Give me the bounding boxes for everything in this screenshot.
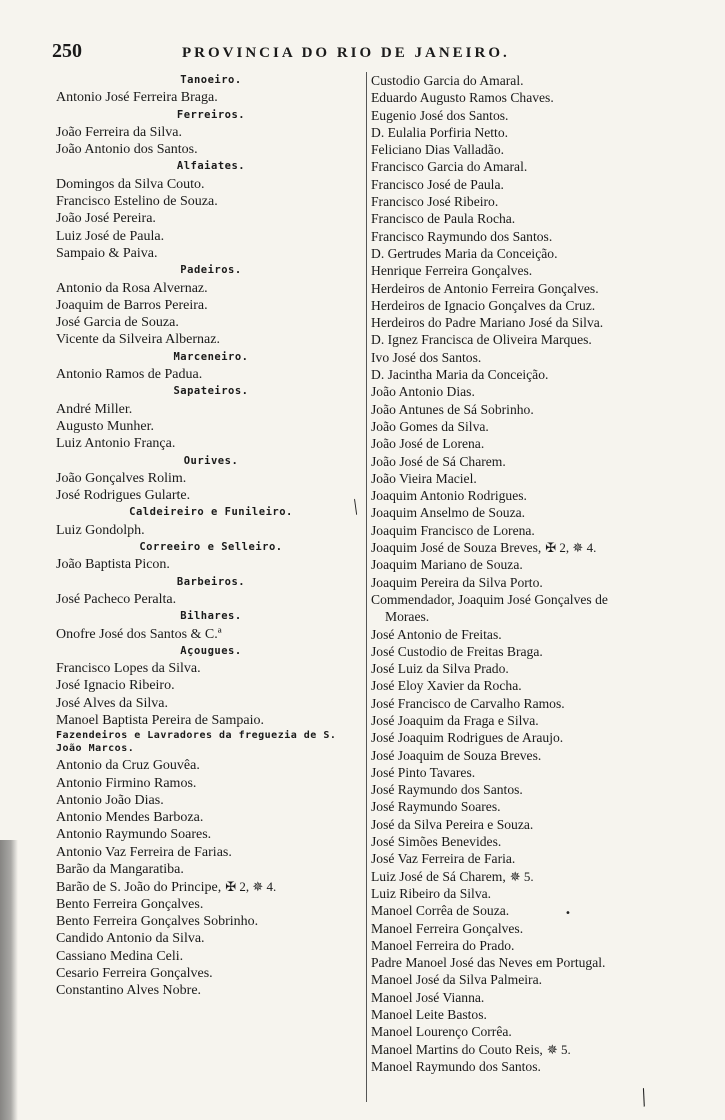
list-item [371,504,701,521]
list-item [371,1006,701,1023]
entry-text: Moraes. [385,609,430,625]
list-item [371,781,701,798]
entry-text: Vicente da Silveira Albernaz. [56,332,220,348]
list-item [371,954,701,971]
list-item [56,556,366,573]
entry-text: José Garcia de Souza. [56,315,179,331]
list-item [371,245,701,262]
list-item [371,885,701,902]
ink-dot: • [565,908,571,919]
stray-mark: ╱ [348,499,363,515]
list-item [56,314,366,331]
list-item [371,764,701,781]
list-item [56,712,366,729]
list-item [371,383,701,400]
list-item [371,141,701,158]
list-item [371,1041,701,1058]
list-item [56,660,366,677]
entry-text: João Vieira Maciel. [371,470,477,486]
list-item [371,798,701,815]
entry-text: João Antunes de Sá Sobrinho. [371,401,534,417]
page-header [52,40,672,66]
list-item [56,297,366,314]
list-item [371,297,701,314]
entry-text: José Antonio de Freitas. [371,626,502,642]
list-item [371,712,701,729]
list-item [56,775,366,792]
list-item [56,792,366,809]
entry-text: Ivo José dos Santos. [371,349,482,365]
entry-text: Marceneiro. [173,350,249,363]
entry-text: João Baptista Picon. [56,557,170,573]
list-item-continuation [371,608,701,625]
entry-text: Manoel Martins do Couto Reis, [371,1041,543,1057]
entry-text: Francisco Raymundo dos Santos. [371,228,553,244]
entry-text: Tanoeiro. [180,74,242,86]
section-heading [56,158,366,175]
section-heading [56,72,366,89]
list-item [371,107,701,124]
entry-text: Francisco Estelino de Souza. [56,194,218,210]
entry-text: Commendador, Joaquim José Gonçalves de [371,591,608,607]
list-item [371,556,701,573]
list-item [56,626,366,643]
entry-text: D. Gertrudes Maria da Conceição. [371,245,558,261]
list-item [56,487,366,504]
entry-text: Barão da Mangaratiba. [56,862,184,878]
list-item [56,844,366,861]
entry-text: João José de Sá Charem. [371,453,506,469]
entry-text: Joaquim Antonio Rodrigues. [371,488,527,504]
entry-text: Eduardo Augusto Ramos Chaves. [371,90,554,106]
entry-text: Herdeiros de Ignacio Gonçalves da Cruz. [371,297,596,313]
entry-text: José Simões Benevides. [371,834,502,850]
entry-text: Luiz Antonio França. [56,436,176,452]
entry-text: José Raymundo dos Santos. [371,782,523,798]
entry-text: Antonio João Dias. [56,792,164,808]
list-item [371,920,701,937]
list-item [56,401,366,418]
entry-text: João Antonio dos Santos. [56,142,198,158]
entry-text: Cesario Ferreira Gonçalves. [56,965,213,981]
entry-text: Bento Ferreira Gonçalves Sobrinho. [56,913,259,929]
section-heading [56,107,366,124]
section-heading [56,643,366,660]
list-item [371,868,701,885]
list-item [371,747,701,764]
entry-text: Luiz José de Sá Charem, [371,868,506,884]
entry-text: Manoel Lourenço Corrêa. [371,1024,512,1040]
list-item [371,591,701,608]
entry-text: Caldeireiro e Funileiro. [129,506,293,519]
entry-text: Açougues. [180,644,242,657]
order-insignia-icon: ✵ 5. [509,868,534,884]
entry-text: Barão de S. João do Principe, [56,880,222,896]
list-item [371,89,701,106]
list-item [56,366,366,383]
list-item [371,349,701,366]
list-item [371,937,701,954]
list-item [56,124,366,141]
list-item [56,245,366,262]
list-item [371,435,701,452]
binding-shadow [0,840,18,1120]
list-item [56,280,366,297]
list-item [56,435,366,452]
list-item [371,401,701,418]
order-insignia-icon: ✵ 5. [546,1041,571,1057]
entry-text: Henrique Ferreira Gonçalves. [371,263,533,279]
entry-text: João Gonçalves Rolim. [56,470,187,486]
entry-text: Feliciano Dias Valladão. [371,142,505,158]
entry-text: Francisco Garcia do Amaral. [371,159,528,175]
entry-text: Herdeiros do Padre Mariano José da Silva. [371,315,604,331]
entry-text: Sapateiros. [173,385,249,398]
entry-text: João Ferreira da Silva. [56,124,182,140]
entry-text: D. Jacintha Maria da Conceição. [371,367,549,383]
entry-text: José Raymundo Soares. [371,799,501,815]
entry-text: Antonio Vaz Ferreira de Farias. [56,844,232,860]
list-item [56,913,366,930]
entry-text: Ferreiros. [176,108,246,121]
entry-text: Joaquim Francisco de Lorena. [371,522,535,538]
entry-text: Antonio Mendes Barboza. [56,810,204,826]
entry-text: Barbeiros. [176,575,246,588]
list-item [371,331,701,348]
list-item [371,626,701,643]
list-item [56,965,366,982]
list-item [371,193,701,210]
list-item [371,677,701,694]
list-item [371,228,701,245]
entry-text: Bilhares. [180,610,242,623]
list-item [371,574,701,591]
entry-text: Antonio da Cruz Gouvêa. [56,758,200,774]
right-column [366,72,701,1102]
order-insignia-icon: ✠ 2, ✵ 4. [545,540,597,556]
list-item [371,660,701,677]
section-heading [56,504,366,521]
list-item [371,72,701,89]
list-item [371,833,701,850]
list-item [371,176,701,193]
left-column [56,72,366,999]
entry-text: Joaquim José de Souza Breves, [371,540,542,556]
entry-text: José Pacheco Peralta. [56,591,177,607]
list-item [371,989,701,1006]
section-heading [56,383,366,400]
entry-text: Manoel José da Silva Palmeira. [371,972,543,988]
list-item [56,826,366,843]
entry-text: José Joaquim da Fraga e Silva. [371,712,539,728]
entry-text: Antonio da Rosa Alvernaz. [56,280,208,296]
list-item [56,89,366,106]
list-item [56,982,366,999]
entry-text: Eugenio José dos Santos. [371,107,509,123]
entry-text: D. Ignez Francisca de Oliveira Marques. [371,332,592,348]
list-item [56,141,366,158]
entry-text: Onofre José dos Santos & C.ª [56,626,222,642]
order-insignia-icon: ✠ 2, ✵ 4. [225,879,277,895]
entry-text: Antonio José Ferreira Braga. [56,90,218,106]
list-item [56,470,366,487]
entry-text: Correeiro e Selleiro. [139,541,283,554]
entry-text: Manoel José Vianna. [371,989,485,1005]
entry-text: Candido Antonio da Silva. [56,931,205,947]
list-item [371,522,701,539]
list-item [56,695,366,712]
entry-text: Francisco de Paula Rocha. [371,211,516,227]
list-item [56,948,366,965]
entry-text: José Pinto Tavares. [371,764,476,780]
list-item [371,366,701,383]
running-title: PROVINCIA DO RIO DE JANEIRO. [182,45,510,61]
entry-text: Luiz José de Paula. [56,228,165,244]
entry-text: José Custodio de Freitas Braga. [371,643,543,659]
entry-text: Joaquim Mariano de Souza. [371,557,523,573]
entry-text: Ourives. [183,454,239,467]
list-item [56,331,366,348]
list-item [371,453,701,470]
entry-text: Antonio Raymundo Soares. [56,827,212,843]
entry-text: Manoel Raymundo dos Santos. [371,1058,541,1074]
list-item [371,643,701,660]
entry-text: Manoel Corrêa de Souza. [371,903,510,919]
list-item [371,487,701,504]
entry-text: João Gomes da Silva. [371,418,489,434]
entry-text: Domingos da Silva Couto. [56,176,205,192]
list-item [56,677,366,694]
list-item [371,729,701,746]
list-item [56,591,366,608]
section-heading [56,453,366,470]
entry-text: João José Pereira. [56,211,156,227]
entry-text: Manoel Baptista Pereira de Sampaio. [56,712,264,728]
list-item [56,418,366,435]
entry-text: Francisco Lopes da Silva. [56,661,201,677]
entry-text: José da Silva Pereira e Souza. [371,816,534,832]
entry-text: José Vaz Ferreira de Faria. [371,851,516,867]
entry-text: Francisco José de Paula. [371,176,504,192]
list-item [371,470,701,487]
section-heading [56,262,366,279]
entry-text: João José de Lorena. [371,436,485,452]
entry-text: José Joaquim Rodrigues de Araujo. [371,730,564,746]
entry-text: Joaquim de Barros Pereira. [56,297,208,313]
list-item [56,193,366,210]
section-heading [56,539,366,556]
list-item [56,809,366,826]
entry-text: Herdeiros de Antonio Ferreira Gonçalves. [371,280,599,296]
entry-text: José Eloy Xavier da Rocha. [371,678,522,694]
entry-text: Cassiano Medina Celi. [56,948,184,964]
section-heading [56,349,366,366]
entry-text: Manoel Ferreira Gonçalves. [371,920,524,936]
entry-text: Francisco José Ribeiro. [371,194,499,210]
entry-text: Joaquim Anselmo de Souza. [371,505,526,521]
entry-text: Padeiros. [180,264,242,277]
list-item [371,695,701,712]
list-item [371,262,701,279]
entry-text: Manoel Leite Bastos. [371,1007,487,1023]
entry-text: Fazendeiros e Lavradores da freguezia de S. João Marcos. [56,730,337,755]
list-item [371,418,701,435]
entry-text: André Miller. [56,401,133,417]
entry-text: Augusto Munher. [56,418,154,434]
entry-text: José Rodrigues Gularte. [56,488,191,504]
list-item [56,896,366,913]
pencil-stroke: ╱ [636,1088,652,1108]
section-heading [56,729,366,757]
list-item [371,539,701,556]
list-item [371,1058,701,1075]
entry-text: Antonio Ramos de Padua. [56,367,203,383]
page-number: 250 [52,40,82,62]
entry-text: José Luiz da Silva Prado. [371,661,509,677]
list-item [56,757,366,774]
entry-text: José Joaquim de Souza Breves. [371,747,542,763]
section-heading [56,608,366,625]
list-item [371,158,701,175]
list-item [371,124,701,141]
entry-text: José Francisco de Carvalho Ramos. [371,695,565,711]
entry-text: Bento Ferreira Gonçalves. [56,896,204,912]
entry-text: José Alves da Silva. [56,695,168,711]
entry-text: Sampaio & Paiva. [56,245,158,261]
list-item [371,210,701,227]
entry-text: João Antonio Dias. [371,384,475,400]
list-item [371,816,701,833]
entry-text: Luiz Ribeiro da Silva. [371,885,492,901]
list-item [371,850,701,867]
entry-text: Alfaiates. [176,160,246,173]
list-item [56,210,366,227]
list-item [371,314,701,331]
list-item [371,902,701,919]
list-item [56,228,366,245]
list-item [56,176,366,193]
list-item [56,522,366,539]
list-item [371,971,701,988]
entry-text: José Ignacio Ribeiro. [56,678,175,694]
entry-text: Padre Manoel José das Neves em Portugal. [371,955,606,971]
entry-text: Joaquim Pereira da Silva Porto. [371,574,543,590]
list-item [371,1023,701,1040]
entry-text: Custodio Garcia do Amaral. [371,73,524,88]
list-item [56,930,366,947]
entry-text: D. Eulalia Porfiria Netto. [371,124,509,140]
entry-text: Luiz Gondolph. [56,522,145,538]
entry-text: Manoel Ferreira do Prado. [371,937,515,953]
entry-text: Constantino Alves Nobre. [56,983,202,999]
list-item [371,280,701,297]
list-item [56,861,366,878]
list-item [56,878,366,895]
entry-text: Antonio Firmino Ramos. [56,775,197,791]
section-heading [56,574,366,591]
